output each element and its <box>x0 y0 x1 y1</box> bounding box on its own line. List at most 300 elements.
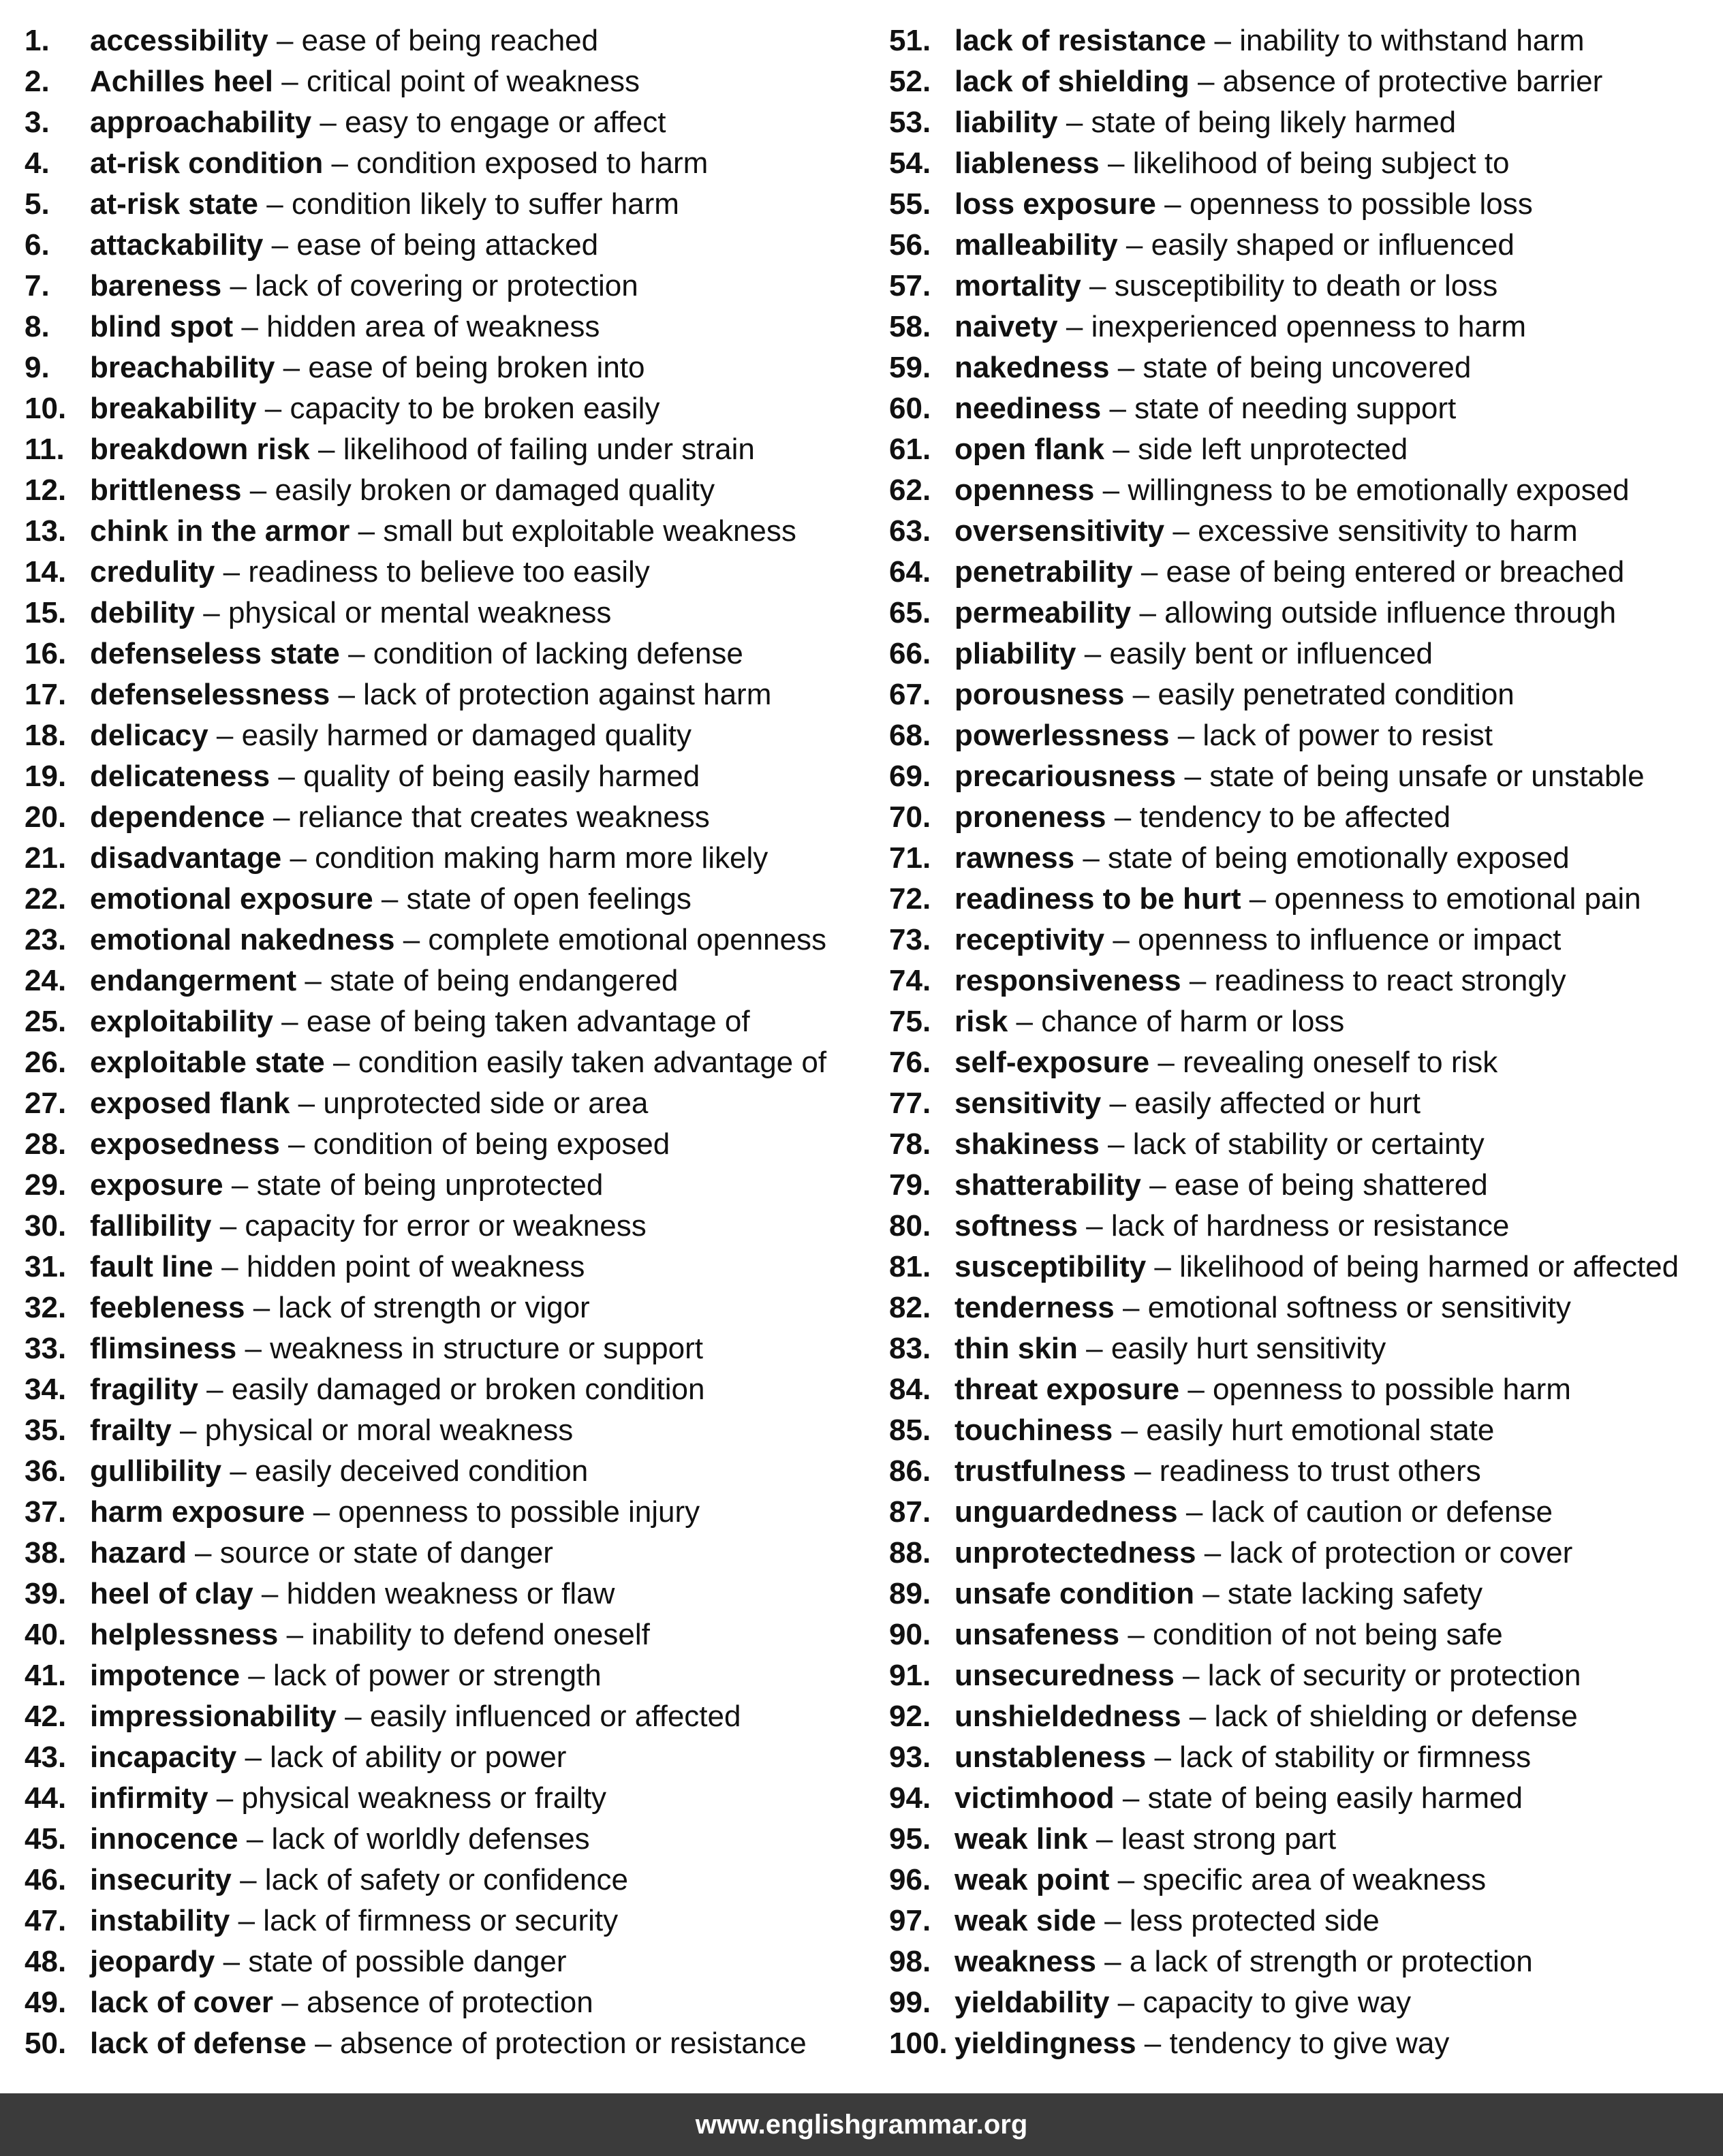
list-item <box>25 1124 876 1165</box>
entry-definition: willingness to be emotionally exposed <box>1128 473 1630 507</box>
entry-term: unsecuredness <box>954 1659 1175 1692</box>
entry-definition: easy to engage or affect <box>345 106 666 139</box>
entry-text <box>90 1247 585 1287</box>
entry-text <box>954 1247 1679 1287</box>
entry-separator: – <box>195 596 228 629</box>
entry-definition: small but exploitable weakness <box>383 514 796 548</box>
entry-definition: easily bent or influenced <box>1109 637 1433 670</box>
list-item <box>889 1328 1717 1369</box>
entry-term: threat exposure <box>954 1373 1180 1406</box>
list-item <box>889 102 1717 143</box>
entry-separator: – <box>1146 1740 1180 1774</box>
entry-separator: – <box>233 310 267 343</box>
entry-term: victimhood <box>954 1781 1115 1815</box>
entry-term: frailty <box>90 1413 172 1447</box>
entry-term: impressionability <box>90 1700 337 1733</box>
entry-text <box>90 552 650 593</box>
entry-term: chink in the armor <box>90 514 350 548</box>
entry-definition: emotional softness or sensitivity <box>1147 1291 1571 1324</box>
list-item <box>889 879 1717 920</box>
entry-definition: lack of protection against harm <box>363 678 772 711</box>
entry-text <box>90 2023 807 2064</box>
list-item <box>25 225 876 266</box>
entry-separator: – <box>1149 1046 1183 1079</box>
entry-term: penetrability <box>954 555 1133 589</box>
entry-number: 52. <box>889 65 931 98</box>
entry-separator: – <box>256 392 290 425</box>
list-item <box>25 593 876 634</box>
entry-text <box>954 1982 1411 2023</box>
entry-definition: ease of being taken advantage of <box>306 1005 750 1038</box>
entry-term: rawness <box>954 841 1075 875</box>
entry-definition: easily deceived condition <box>255 1454 589 1488</box>
entry-term: openness <box>954 473 1095 507</box>
entry-text <box>90 1901 618 1941</box>
entry-term: delicacy <box>90 719 208 752</box>
entry-term: risk <box>954 1005 1008 1038</box>
list-item <box>25 1042 876 1083</box>
entry-text <box>954 1410 1494 1451</box>
entry-number: 72. <box>889 882 931 916</box>
entry-term: endangerment <box>90 964 297 997</box>
entry-text <box>954 1492 1553 1533</box>
list-item <box>889 429 1717 470</box>
entry-number: 85. <box>889 1413 931 1447</box>
entry-separator: – <box>1181 964 1215 997</box>
entry-separator: – <box>1194 1577 1228 1610</box>
entry-separator: – <box>1124 678 1158 711</box>
entry-number: 5. <box>25 187 50 221</box>
entry-text <box>90 388 659 429</box>
entry-definition: condition of not being safe <box>1153 1618 1503 1651</box>
entry-definition: absence of protection <box>306 1986 593 2019</box>
entry-number: 44. <box>25 1781 67 1815</box>
list-item <box>25 1001 876 1042</box>
entry-term: oversensitivity <box>954 514 1165 548</box>
list-item <box>25 920 876 960</box>
entry-separator: – <box>1146 1250 1180 1283</box>
entry-definition: state of being unprotected <box>256 1168 604 1202</box>
entry-number: 56. <box>889 228 931 262</box>
entry-text <box>90 1206 647 1247</box>
entry-term: infirmity <box>90 1781 208 1815</box>
entry-text <box>954 1451 1481 1492</box>
entry-text <box>90 102 666 143</box>
entry-number: 24. <box>25 964 67 997</box>
list-item <box>889 388 1717 429</box>
entry-term: disadvantage <box>90 841 282 875</box>
entry-definition: ease of being entered or breached <box>1166 555 1625 589</box>
entry-separator: – <box>394 923 429 956</box>
entry-term: exploitability <box>90 1005 273 1038</box>
list-item <box>25 184 876 225</box>
entry-separator: – <box>236 1332 270 1365</box>
entry-number: 37. <box>25 1495 67 1529</box>
entry-term: unguardedness <box>954 1495 1178 1529</box>
entry-text <box>90 184 679 225</box>
entry-text <box>954 1696 1578 1737</box>
list-item <box>25 1574 876 1614</box>
entry-number: 1. <box>25 24 50 57</box>
entry-term: receptivity <box>954 923 1105 956</box>
entry-text <box>954 1574 1483 1614</box>
entry-separator: – <box>1196 1536 1230 1569</box>
entry-number: 53. <box>889 106 931 139</box>
entry-separator: – <box>311 106 345 139</box>
entry-text <box>954 715 1493 756</box>
entry-separator: – <box>273 65 307 98</box>
entry-separator: – <box>296 964 330 997</box>
entry-separator: – <box>1077 1209 1111 1243</box>
entry-text <box>90 511 796 552</box>
list-item <box>25 2023 876 2064</box>
entry-text <box>954 1655 1581 1696</box>
entry-number: 46. <box>25 1863 67 1896</box>
entry-text <box>954 552 1624 593</box>
entry-separator: – <box>290 1087 324 1120</box>
entry-number: 21. <box>25 841 67 875</box>
entry-number: 14. <box>25 555 67 589</box>
entry-number: 86. <box>889 1454 931 1488</box>
footer-bar <box>0 2093 1723 2156</box>
entry-number: 2. <box>25 65 50 98</box>
list-item <box>889 266 1717 307</box>
entry-number: 27. <box>25 1087 67 1120</box>
list-item <box>25 1328 876 1369</box>
list-item <box>889 1451 1717 1492</box>
entry-text <box>90 756 700 797</box>
entry-separator: – <box>1074 841 1108 875</box>
entry-definition: physical weakness or frailty <box>241 1781 607 1815</box>
entry-definition: state of being unsafe or unstable <box>1209 760 1645 793</box>
list-item <box>25 715 876 756</box>
entry-text <box>90 1042 826 1083</box>
entry-number: 49. <box>25 1986 67 2019</box>
list-item <box>25 1247 876 1287</box>
entry-term: exploitable state <box>90 1046 325 1079</box>
entry-separator: – <box>198 1373 232 1406</box>
entry-text <box>954 2023 1449 2064</box>
entry-text <box>954 1042 1497 1083</box>
entry-definition: easily affected or hurt <box>1134 1087 1421 1120</box>
entry-term: unstableness <box>954 1740 1147 1774</box>
entry-separator: – <box>1169 719 1203 752</box>
entry-number: 65. <box>889 596 931 629</box>
entry-definition: reliance that creates weakness <box>298 800 710 834</box>
entry-text <box>954 20 1585 61</box>
entry-separator: – <box>1132 555 1166 589</box>
entry-text <box>954 511 1578 552</box>
entry-definition: openness to possible harm <box>1213 1373 1571 1406</box>
entry-definition: readiness to react strongly <box>1214 964 1566 997</box>
entry-definition: lack of power or strength <box>273 1659 602 1692</box>
list-item <box>25 879 876 920</box>
list-item <box>25 1369 876 1410</box>
entry-separator: – <box>305 1495 339 1529</box>
entry-separator: – <box>238 1822 272 1856</box>
list-item <box>25 1778 876 1819</box>
entry-term: neediness <box>954 392 1102 425</box>
entry-number: 43. <box>25 1740 67 1774</box>
entry-text <box>954 1287 1571 1328</box>
entry-term: fallibility <box>90 1209 212 1243</box>
entry-definition: likelihood of failing under strain <box>343 433 755 466</box>
entry-term: precariousness <box>954 760 1177 793</box>
entry-text <box>954 1328 1386 1369</box>
entry-number: 40. <box>25 1618 67 1651</box>
entry-text <box>954 1737 1531 1778</box>
entry-separator: – <box>1096 1904 1130 1937</box>
entry-separator: – <box>306 2027 340 2060</box>
list-item <box>889 184 1717 225</box>
list-item <box>25 1860 876 1901</box>
entry-number: 35. <box>25 1413 67 1447</box>
list-item <box>889 960 1717 1001</box>
entry-text <box>90 429 755 470</box>
entry-text <box>954 879 1641 920</box>
entry-text <box>954 1901 1380 1941</box>
entry-text <box>90 674 771 715</box>
entry-term: lack of cover <box>90 1986 274 2019</box>
entry-separator: – <box>1101 392 1135 425</box>
list-item <box>25 634 876 674</box>
entry-term: loss exposure <box>954 187 1156 221</box>
entry-text <box>90 61 640 102</box>
entry-definition: easily hurt sensitivity <box>1111 1332 1386 1365</box>
entry-term: emotional exposure <box>90 882 373 916</box>
entry-term: delicateness <box>90 760 270 793</box>
list-item <box>889 920 1717 960</box>
entry-term: tenderness <box>954 1291 1115 1324</box>
entry-separator: – <box>1114 1291 1148 1324</box>
entry-number: 50. <box>25 2027 67 2060</box>
entry-term: breakability <box>90 392 257 425</box>
entry-term: weak link <box>954 1822 1088 1856</box>
entry-separator: – <box>241 473 275 507</box>
entry-number: 64. <box>889 555 931 589</box>
entry-definition: lack of stability or firmness <box>1179 1740 1532 1774</box>
list-item <box>25 143 876 184</box>
entry-number: 41. <box>25 1659 67 1692</box>
word-list-right-column <box>889 20 1717 2064</box>
list-item <box>889 838 1717 879</box>
entry-number: 97. <box>889 1904 931 1937</box>
entry-text <box>954 1860 1486 1901</box>
list-item <box>25 838 876 879</box>
entry-number: 93. <box>889 1740 931 1774</box>
entry-separator: – <box>275 351 309 384</box>
entry-number: 31. <box>25 1250 67 1283</box>
entry-definition: susceptibility to death or loss <box>1114 269 1498 302</box>
entry-text <box>90 225 598 266</box>
list-item <box>889 225 1717 266</box>
entry-term: yieldingness <box>954 2027 1136 2060</box>
entry-definition: openness to possible loss <box>1189 187 1533 221</box>
entry-term: exposed flank <box>90 1087 290 1120</box>
entry-text <box>90 20 598 61</box>
entry-separator: – <box>171 1413 205 1447</box>
entry-term: liableness <box>954 146 1100 180</box>
entry-text <box>954 756 1645 797</box>
entry-separator: – <box>270 760 304 793</box>
entry-definition: openness to emotional pain <box>1274 882 1641 916</box>
entry-number: 42. <box>25 1700 67 1733</box>
entry-text <box>954 1165 1488 1206</box>
entry-separator: – <box>1076 637 1110 670</box>
entry-separator: – <box>211 1209 245 1243</box>
entry-term: touchiness <box>954 1413 1113 1447</box>
entry-definition: state of being easily harmed <box>1147 1781 1523 1815</box>
list-item <box>889 1492 1717 1533</box>
entry-number: 23. <box>25 923 67 956</box>
entry-definition: capacity to be broken easily <box>290 392 660 425</box>
entry-number: 76. <box>889 1046 931 1079</box>
entry-separator: – <box>230 1904 264 1937</box>
entry-term: self-exposure <box>954 1046 1150 1079</box>
entry-term: mortality <box>954 269 1081 302</box>
entry-text <box>954 1124 1485 1165</box>
entry-term: weak side <box>954 1904 1096 1937</box>
entry-number: 92. <box>889 1700 931 1733</box>
entry-number: 62. <box>889 473 931 507</box>
entry-definition: physical or mental weakness <box>228 596 612 629</box>
list-item <box>889 1083 1717 1124</box>
entry-term: dependence <box>90 800 265 834</box>
entry-separator: – <box>1177 1495 1211 1529</box>
entry-text <box>90 715 692 756</box>
entry-text <box>90 797 710 838</box>
entry-separator: – <box>1057 106 1091 139</box>
entry-number: 61. <box>889 433 931 466</box>
entry-separator: – <box>208 1781 242 1815</box>
entry-text <box>90 1696 741 1737</box>
entry-number: 80. <box>889 1209 931 1243</box>
entry-term: weak point <box>954 1863 1110 1896</box>
entry-term: bareness <box>90 269 222 302</box>
entry-number: 51. <box>889 24 931 57</box>
entry-number: 99. <box>889 1986 931 2019</box>
entry-text <box>954 1533 1572 1574</box>
entry-separator: – <box>253 1577 287 1610</box>
list-item <box>25 1165 876 1206</box>
entry-term: insecurity <box>90 1863 232 1896</box>
list-item <box>889 1042 1717 1083</box>
list-item <box>889 756 1717 797</box>
entry-definition: readiness to trust others <box>1159 1454 1481 1488</box>
entry-number: 26. <box>25 1046 67 1079</box>
entry-definition: lack of shielding or defense <box>1214 1700 1578 1733</box>
entry-text <box>954 266 1497 307</box>
entry-text <box>90 1860 628 1901</box>
entry-text <box>954 1941 1533 1982</box>
entry-number: 12. <box>25 473 67 507</box>
entry-separator: – <box>323 146 357 180</box>
entry-separator: – <box>1176 760 1210 793</box>
entry-separator: – <box>208 719 242 752</box>
list-item <box>25 1410 876 1451</box>
entry-definition: a lack of strength or protection <box>1129 1945 1533 1978</box>
entry-number: 55. <box>889 187 931 221</box>
entry-definition: likelihood of being subject to <box>1132 146 1510 180</box>
entry-number: 16. <box>25 637 67 670</box>
entry-definition: state of needing support <box>1134 392 1457 425</box>
entry-separator: – <box>1119 1618 1153 1651</box>
list-item <box>25 429 876 470</box>
entry-definition: lack of strength or vigor <box>278 1291 590 1324</box>
entry-separator: – <box>1109 1863 1143 1896</box>
entry-definition: tendency to give way <box>1169 2027 1450 2060</box>
entry-definition: condition of being exposed <box>313 1127 670 1161</box>
entry-separator: – <box>1206 24 1240 57</box>
entry-number: 82. <box>889 1291 931 1324</box>
entry-number: 29. <box>25 1168 67 1202</box>
entry-number: 71. <box>889 841 931 875</box>
list-item <box>25 1941 876 1982</box>
entry-number: 54. <box>889 146 931 180</box>
entry-term: defenselessness <box>90 678 330 711</box>
entry-term: impotence <box>90 1659 240 1692</box>
entry-text <box>954 1001 1344 1042</box>
entry-term: trustfulness <box>954 1454 1126 1488</box>
entry-number: 69. <box>889 760 931 793</box>
list-item <box>889 715 1717 756</box>
entry-separator: – <box>373 882 407 916</box>
entry-text <box>954 634 1433 674</box>
entry-number: 60. <box>889 392 931 425</box>
entry-separator: – <box>1081 269 1115 302</box>
entry-text <box>90 1287 590 1328</box>
entry-definition: state of being likely harmed <box>1091 106 1457 139</box>
entry-definition: easily shaped or influenced <box>1151 228 1515 262</box>
entry-separator: – <box>1106 800 1140 834</box>
entry-term: sensitivity <box>954 1087 1102 1120</box>
list-item <box>889 593 1717 634</box>
entry-text <box>954 388 1456 429</box>
list-item <box>25 552 876 593</box>
entry-number: 73. <box>889 923 931 956</box>
entry-term: nakedness <box>954 351 1110 384</box>
entry-definition: quality of being easily harmed <box>303 760 700 793</box>
entry-separator: – <box>1109 351 1143 384</box>
list-item <box>889 634 1717 674</box>
entry-definition: ease of being broken into <box>308 351 645 384</box>
entry-term: Achilles heel <box>90 65 274 98</box>
entry-text <box>90 960 678 1001</box>
entry-term: open flank <box>954 433 1105 466</box>
entry-text <box>90 1001 750 1042</box>
entry-separator: – <box>330 678 364 711</box>
entry-separator: – <box>1241 882 1275 916</box>
list-item <box>889 1655 1717 1696</box>
entry-definition: state of possible danger <box>248 1945 567 1978</box>
entry-separator: – <box>1104 923 1138 956</box>
entry-text <box>954 1206 1509 1247</box>
entry-term: lack of defense <box>90 2027 307 2060</box>
entry-number: 57. <box>889 269 931 302</box>
entry-separator: – <box>1136 2027 1170 2060</box>
entry-definition: least strong part <box>1121 1822 1337 1856</box>
entry-text <box>90 1328 703 1369</box>
list-item <box>889 61 1717 102</box>
entry-term: lack of resistance <box>954 24 1207 57</box>
list-item <box>25 1451 876 1492</box>
entry-text <box>954 1369 1571 1410</box>
entry-separator: – <box>1174 1659 1208 1692</box>
entry-term: yieldability <box>954 1986 1110 2019</box>
entry-text <box>90 1165 603 1206</box>
entry-number: 20. <box>25 800 67 834</box>
entry-term: breakdown risk <box>90 433 310 466</box>
